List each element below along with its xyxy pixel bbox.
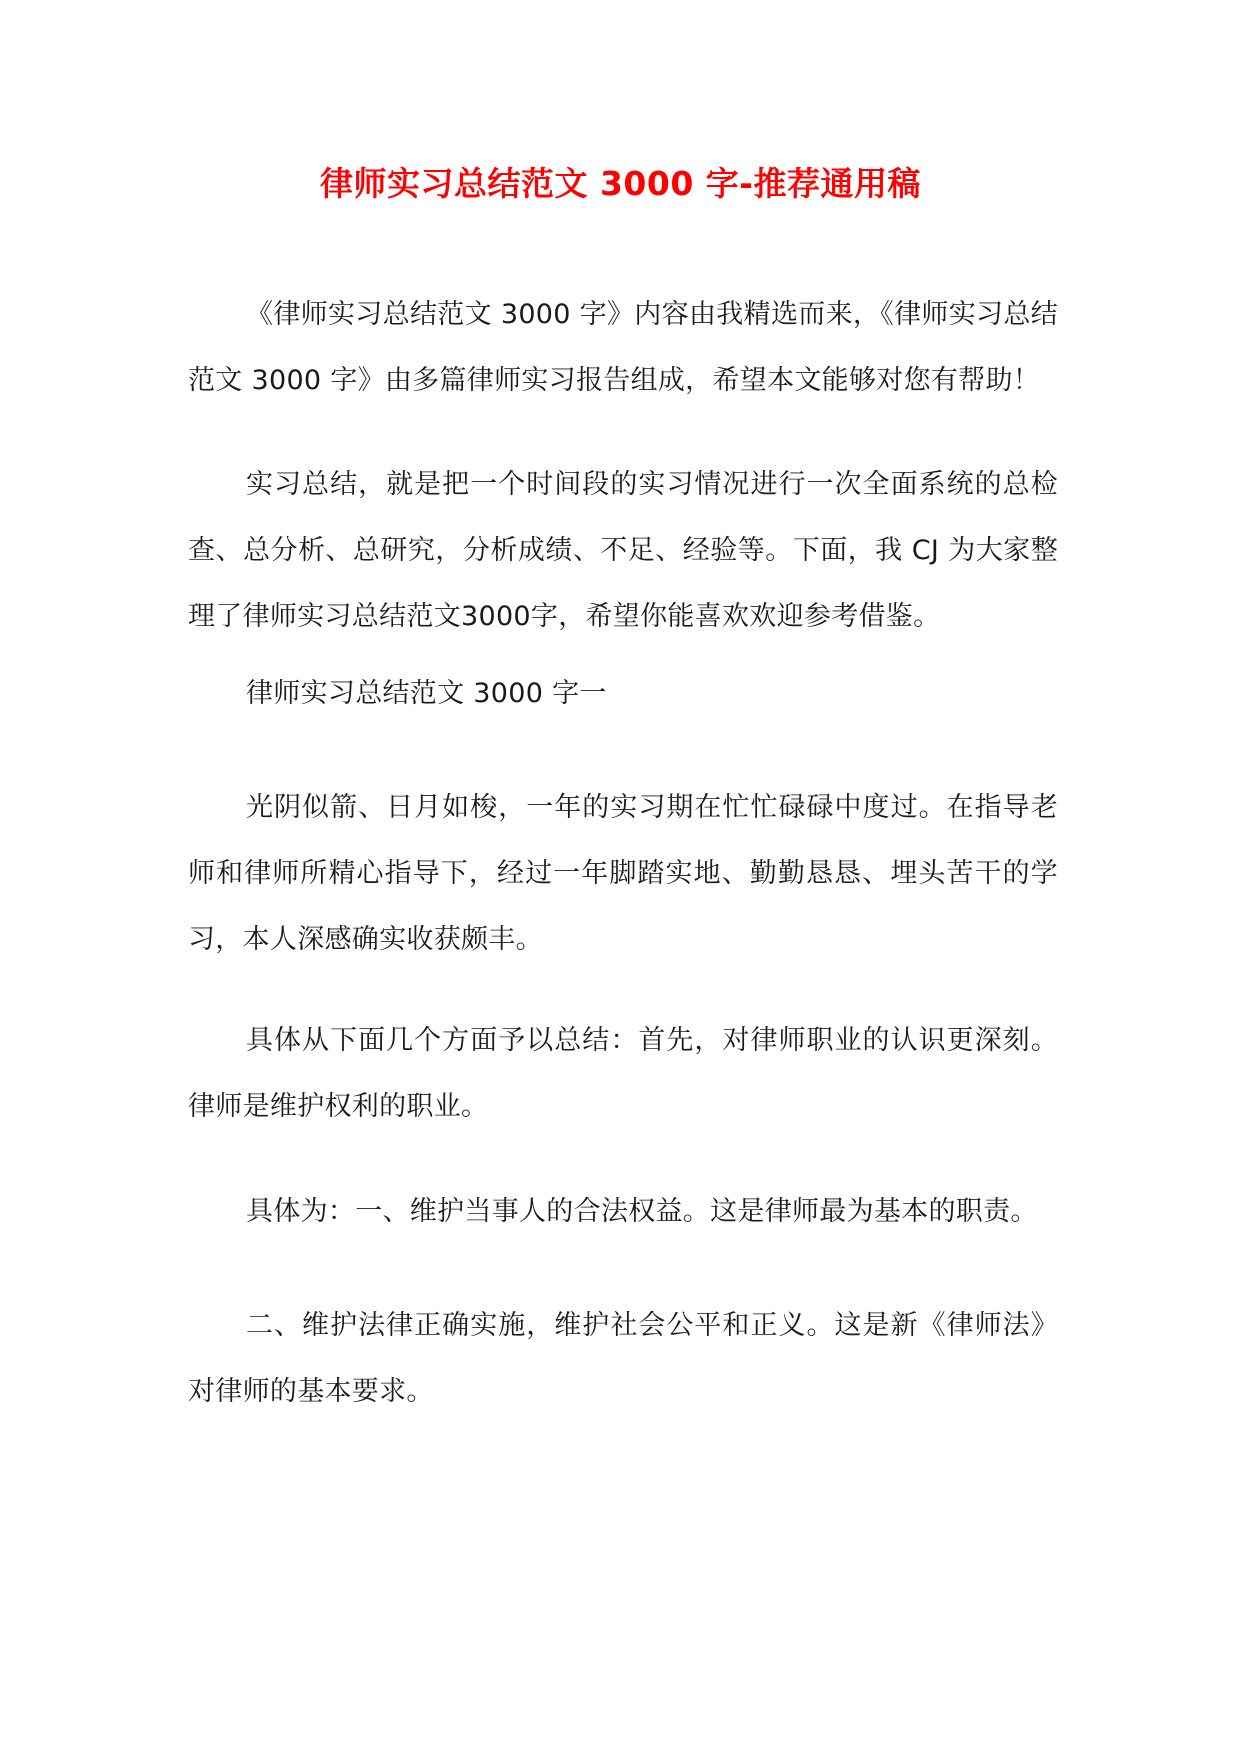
body-paragraph-internship-year: 光阴似箭、日月如梭，一年的实习期在忙忙碌碌中度过。在指导老师和律师所精心指导下，经过一年脚踏实地、勤勤恳恳、埋头苦干的学习，本人深感确实收获颇丰。 bbox=[188, 792, 1058, 955]
document-title: 律师实习总结范文 3000 字-推荐通用稿 bbox=[319, 164, 922, 203]
body-paragraph-duty-one: 具体为：一、维护当事人的合法权益。这是律师最为基本的职责。 bbox=[246, 1196, 1038, 1227]
summary-definition-paragraph: 实习总结，就是把一个时间段的实习情况进行一次全面系统的总检查、总分析、总研究，分析成绩、不足、经验等。下面，我 CJ 为大家整理了律师实习总结范文3000字，希望你能喜欢欢迎参考借鉴。 bbox=[188, 469, 1058, 632]
body-paragraph-duty-two: 二、维护法律正确实施，维护社会公平和正义。这是新《律师法》对律师的基本要求。 bbox=[188, 1310, 1058, 1407]
intro-paragraph: 《律师实习总结范文 3000 字》内容由我精选而来，《律师实习总结范文 3000 字》由多篇律师实习报告组成，希望本文能够对您有帮助！ bbox=[188, 299, 1058, 396]
section-heading-one: 律师实习总结范文 3000 字一 bbox=[246, 678, 607, 709]
body-paragraph-summary-aspects: 具体从下面几个方面予以总结：首先，对律师职业的认识更深刻。律师是维护权利的职业。 bbox=[188, 1025, 1058, 1122]
